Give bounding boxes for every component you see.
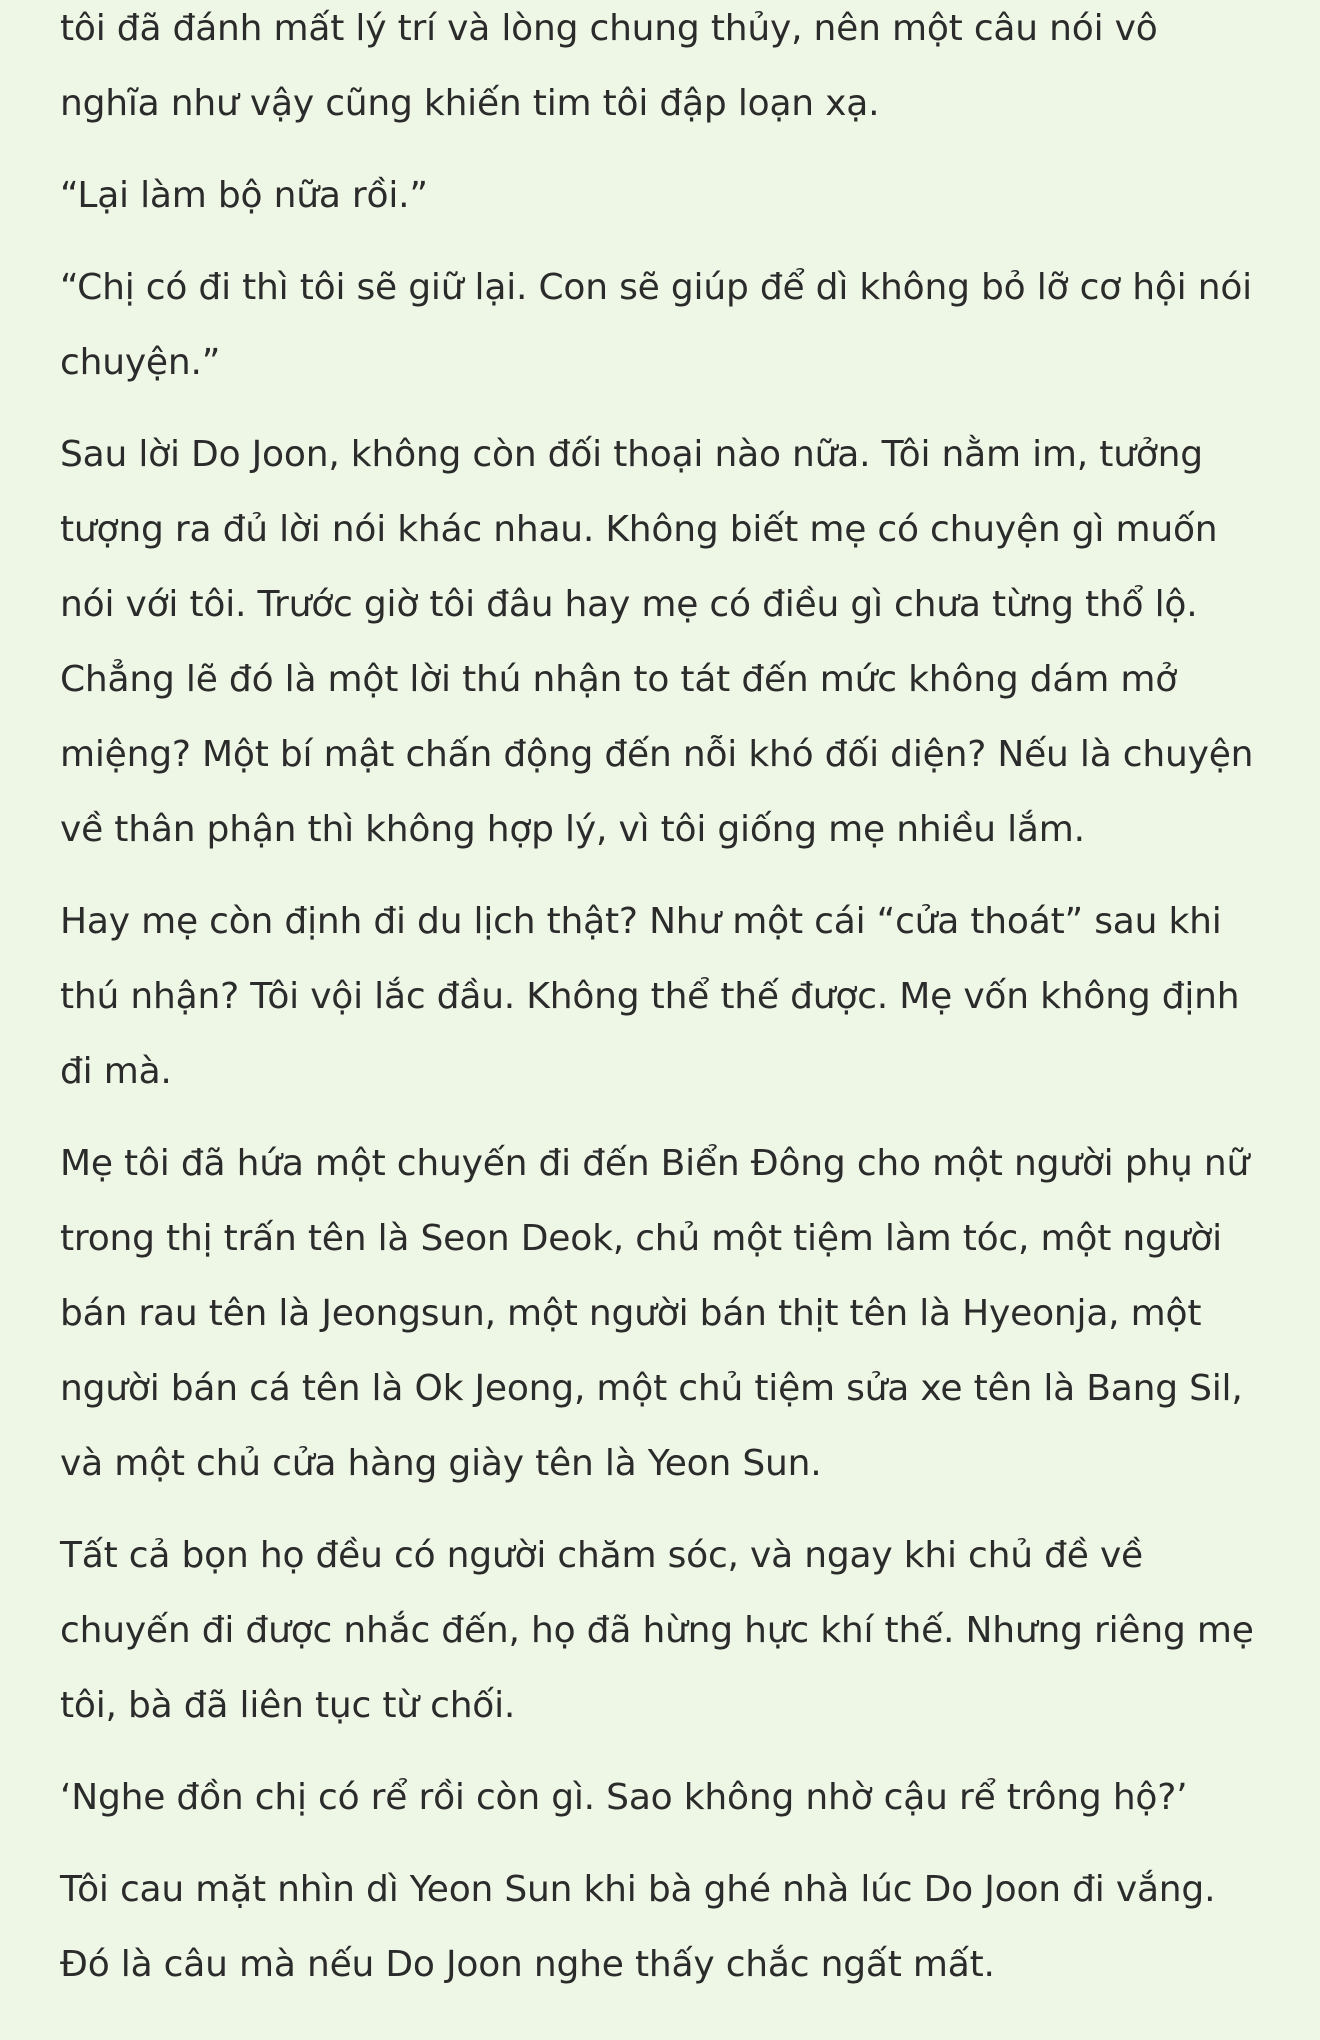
paragraph-7: Tất cả bọn họ đều có người chăm sóc, và ngay khi chủ đề về chuyến đi được nhắc đến, họ đã hừng hực khí thế. Nhưng riêng mẹ tôi, bà đã liên tục từ chối. xyxy=(60,1535,1254,1726)
paragraph-3: “Chị có đi thì tôi sẽ giữ lại. Con sẽ giúp để dì không bỏ lỡ cơ hội nói chuyện.” xyxy=(60,267,1252,383)
paragraph-8: ‘Nghe đồn chị có rể rồi còn gì. Sao không nhờ cậu rể trông hộ?’ xyxy=(60,1777,1188,1818)
paragraph-5: Hay mẹ còn định đi du lịch thật? Như một cái “cửa thoát” sau khi thú nhận? Tôi vội lắc đầu. Không thể thế được. Mẹ vốn không định đi mà. xyxy=(60,901,1240,1092)
paragraph-1: tôi đã đánh mất lý trí và lòng chung thủy, nên một câu nói vô nghĩa như vậy cũng khiến tim tôi đập loạn xạ. xyxy=(60,8,1158,124)
paragraph-6: Mẹ tôi đã hứa một chuyến đi đến Biển Đông cho một người phụ nữ trong thị trấn tên là Seon Deok, chủ một tiệm làm tóc, một người bán rau tên là Jeongsun, một người bán thịt tên là Hyeonja, một người bán cá tên là Ok Jeong, một chủ tiệm sửa xe tên là Bang Sil, và một chủ cửa hàng giày tên là Yeon Sun. xyxy=(60,1143,1250,1484)
paragraph-4: Sau lời Do Joon, không còn đối thoại nào nữa. Tôi nằm im, tưởng tượng ra đủ lời nói khác nhau. Không biết mẹ có chuyện gì muốn nói với tôi. Trước giờ tôi đâu hay mẹ có điều gì chưa từng thổ lộ. Chẳng lẽ đó là một lời thú nhận to tát đến mức không dám mở miệng? Một bí mật chấn động đến nỗi khó đối diện? Nếu là chuyện về thân phận thì không hợp lý, vì tôi giống mẹ nhiều lắm. xyxy=(60,434,1254,850)
paragraph-9: Tôi cau mặt nhìn dì Yeon Sun khi bà ghé nhà lúc Do Joon đi vắng. Đó là câu mà nếu Do Joon nghe thấy chắc ngất mất. xyxy=(60,1869,1216,1985)
paragraph-2: “Lại làm bộ nữa rồi.” xyxy=(60,175,428,216)
